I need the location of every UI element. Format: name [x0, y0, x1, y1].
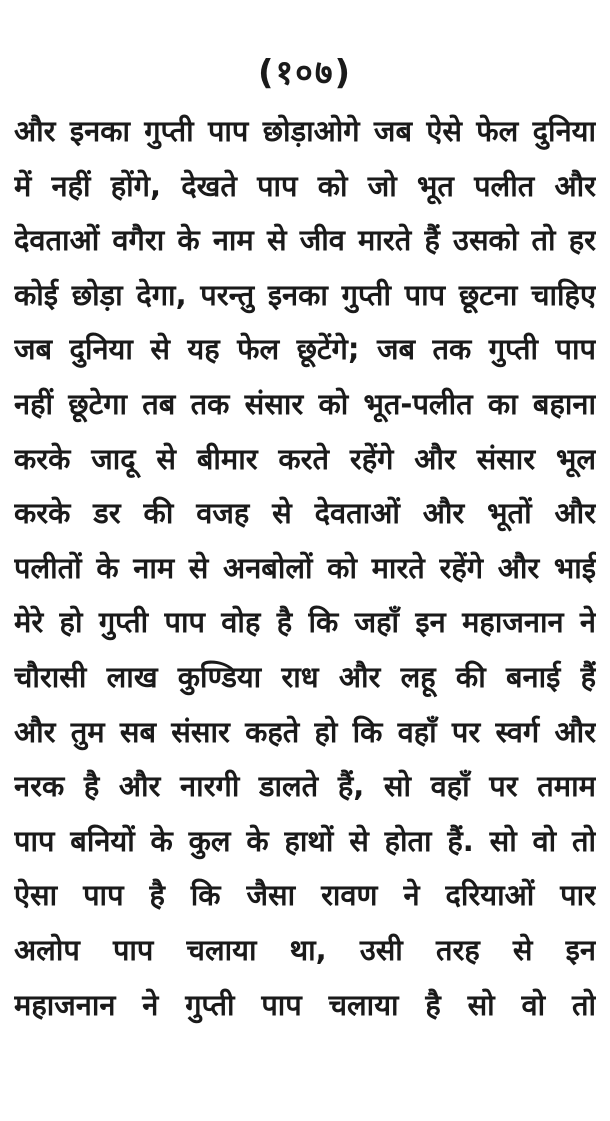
text-line: चौरासी लाख कुण्डिया राध और लहू की बनाई हैं	[14, 659, 596, 694]
text-line: और इनका गुप्ती पाप छोड़ाओगे जब ऐसे फेल दुनिया	[14, 114, 596, 148]
body-text	[14, 104, 596, 1032]
text-line: देवताओं वगैरा के नाम से जीव मारते हैं उसको तो हर	[14, 223, 596, 258]
text-line: ऐसा पाप है कि जैसा रावण ने दरियाओं पार	[14, 878, 596, 913]
text-line: में नहीं होंगे, देखते पाप को जो भूत पलीत और	[14, 168, 596, 203]
text-line: पलीतों के नाम से अनबोलों को मारते रहेंगे और भाई	[14, 550, 596, 585]
text-line: मेरे हो गुप्ती पाप वोह है कि जहाँ इन महाजनान ने	[14, 605, 596, 640]
page-number: (१०७)	[257, 53, 353, 93]
text-line: करके डर की वजह से देवताओं और भूतों और	[14, 496, 596, 531]
text-line: पाप बनियों के कुल के हाथों से होता हैं. सो वो तो	[14, 823, 596, 858]
text-line: जब दुनिया से यह फेल छूटेंगे; जब तक गुप्ती पाप	[14, 332, 596, 367]
text-line: नहीं छूटेगा तब तक संसार को भूत-पलीत का बहाना	[14, 386, 596, 421]
text-line: और तुम सब संसार कहते हो कि वहाँ पर स्वर्ग और	[14, 714, 596, 749]
text-line: कोई छोड़ा देगा, परन्तु इनका गुप्ती पाप छूटना चाहिए	[14, 277, 596, 312]
text-line: महाजनान ने गुप्ती पाप चलाया है सो वो तो	[14, 987, 596, 1022]
text-line: अलोप पाप चलाया था, उसी तरह से इन	[14, 932, 596, 967]
text-line: करके जादू से बीमार करते रहेंगे और संसार भूल	[14, 441, 596, 476]
text-line: नरक है और नारगी डालते हैं, सो वहाँ पर तमाम	[14, 769, 596, 804]
